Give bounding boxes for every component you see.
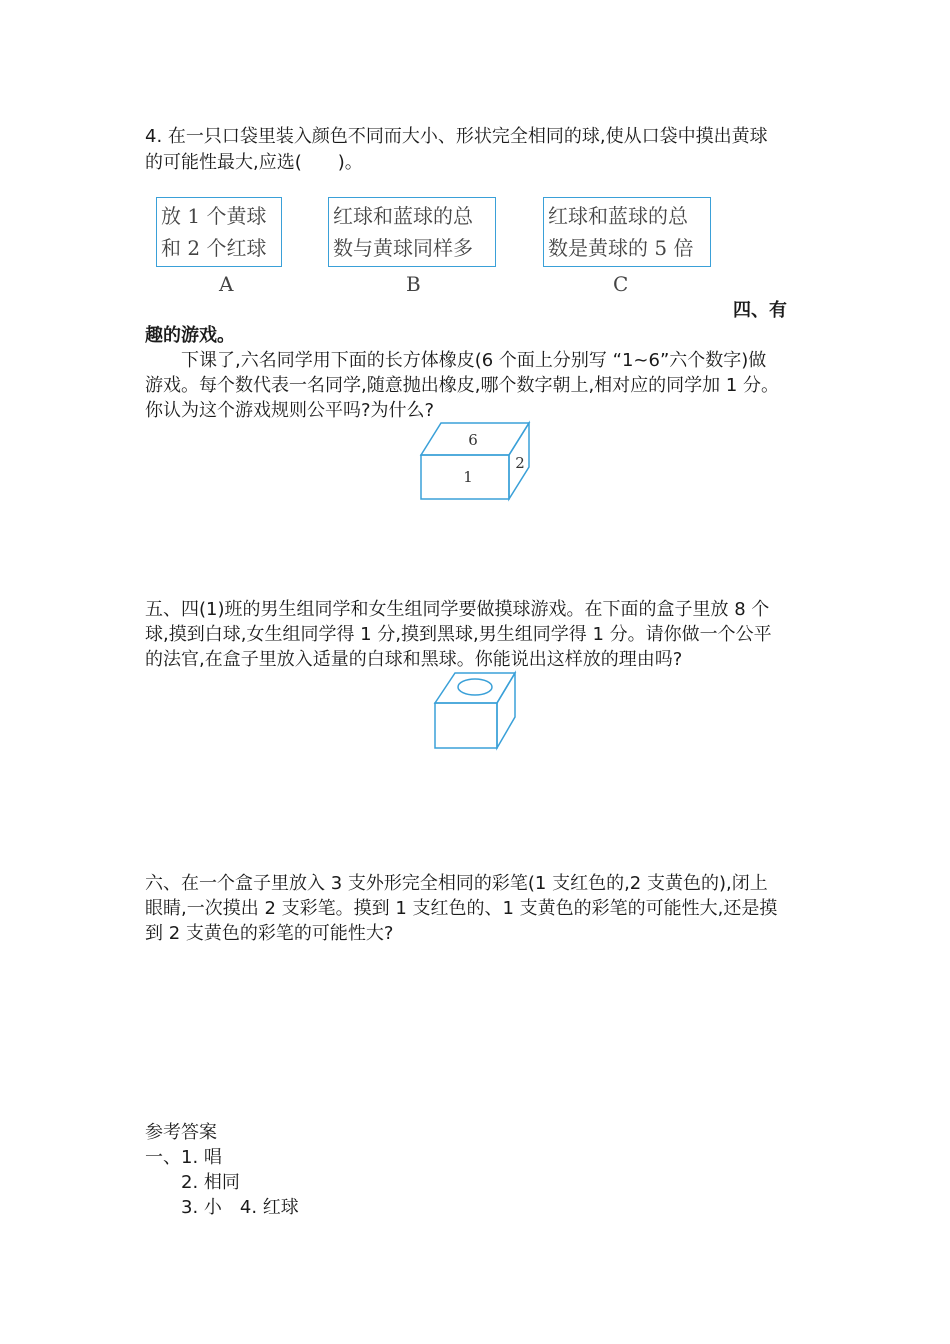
q4-option-a-line1: 放 1 个黄球: [161, 204, 267, 228]
q4-text-line2: 的可能性最大,应选( )。: [145, 152, 363, 173]
answers-title: 参考答案: [145, 1122, 217, 1143]
q4-option-a-line2: 和 2 个红球: [161, 236, 267, 260]
q4-option-b-line1: 红球和蓝球的总: [333, 204, 473, 228]
ball-box-figure: [432, 670, 518, 752]
s4-text-line3: 你认为这个游戏规则公平吗?为什么?: [145, 400, 435, 421]
s6-text-line2: 眼睛,一次摸出 2 支彩笔。摸到 1 支红色的、1 支黄色的彩笔的可能性大,还是摸: [145, 898, 778, 919]
answers-line2: 2. 相同: [181, 1172, 240, 1193]
s5-text-line2: 球,摸到白球,女生组同学得 1 分,摸到黑球,男生组同学得 1 分。请你做一个公平: [145, 624, 772, 645]
cuboid-front-label: 1: [463, 468, 473, 486]
q4-option-c-line2: 数是黄球的 5 倍: [548, 236, 694, 260]
q4-text-line1: 4. 在一只口袋里装入颜色不同而大小、形状完全相同的球,使从口袋中摸出黄球: [145, 126, 768, 147]
s4-text-line2: 游戏。每个数代表一名同学,随意抛出橡皮,哪个数字朝上,相对应的同学加 1 分。: [145, 375, 780, 396]
answers-line3: 3. 小 4. 红球: [181, 1197, 299, 1218]
s4-heading-part1: 四、有: [733, 300, 787, 321]
answers-line1: 一、1. 唱: [145, 1147, 222, 1168]
s5-text-line1: 五、四(1)班的男生组同学和女生组同学要做摸球游戏。在下面的盒子里放 8 个: [145, 599, 770, 620]
q4-option-b-box: [328, 197, 496, 267]
q4-option-b-line2: 数与黄球同样多: [333, 236, 473, 260]
eraser-cuboid-figure: [418, 420, 533, 502]
q4-option-c-box: [543, 197, 711, 267]
cuboid-top-label: 6: [468, 431, 478, 449]
cuboid-side-label: 2: [515, 454, 525, 472]
q4-option-c-letter: C: [613, 272, 629, 296]
q4-option-a-box: [156, 197, 282, 267]
s6-text-line3: 到 2 支黄色的彩笔的可能性大?: [145, 923, 394, 944]
s6-text-line1: 六、在一个盒子里放入 3 支外形完全相同的彩笔(1 支红色的,2 支黄色的),闭上: [145, 873, 768, 894]
s4-heading-part2: 趣的游戏。: [145, 325, 235, 346]
s5-text-line3: 的法官,在盒子里放入适量的白球和黑球。你能说出这样放的理由吗?: [145, 649, 683, 670]
q4-option-b-letter: B: [406, 272, 421, 296]
q4-option-c-line1: 红球和蓝球的总: [548, 204, 688, 228]
q4-option-a-letter: A: [219, 272, 234, 296]
s4-text-line1: 下课了,六名同学用下面的长方体橡皮(6 个面上分别写 “1~6”六个数字)做: [181, 350, 767, 371]
